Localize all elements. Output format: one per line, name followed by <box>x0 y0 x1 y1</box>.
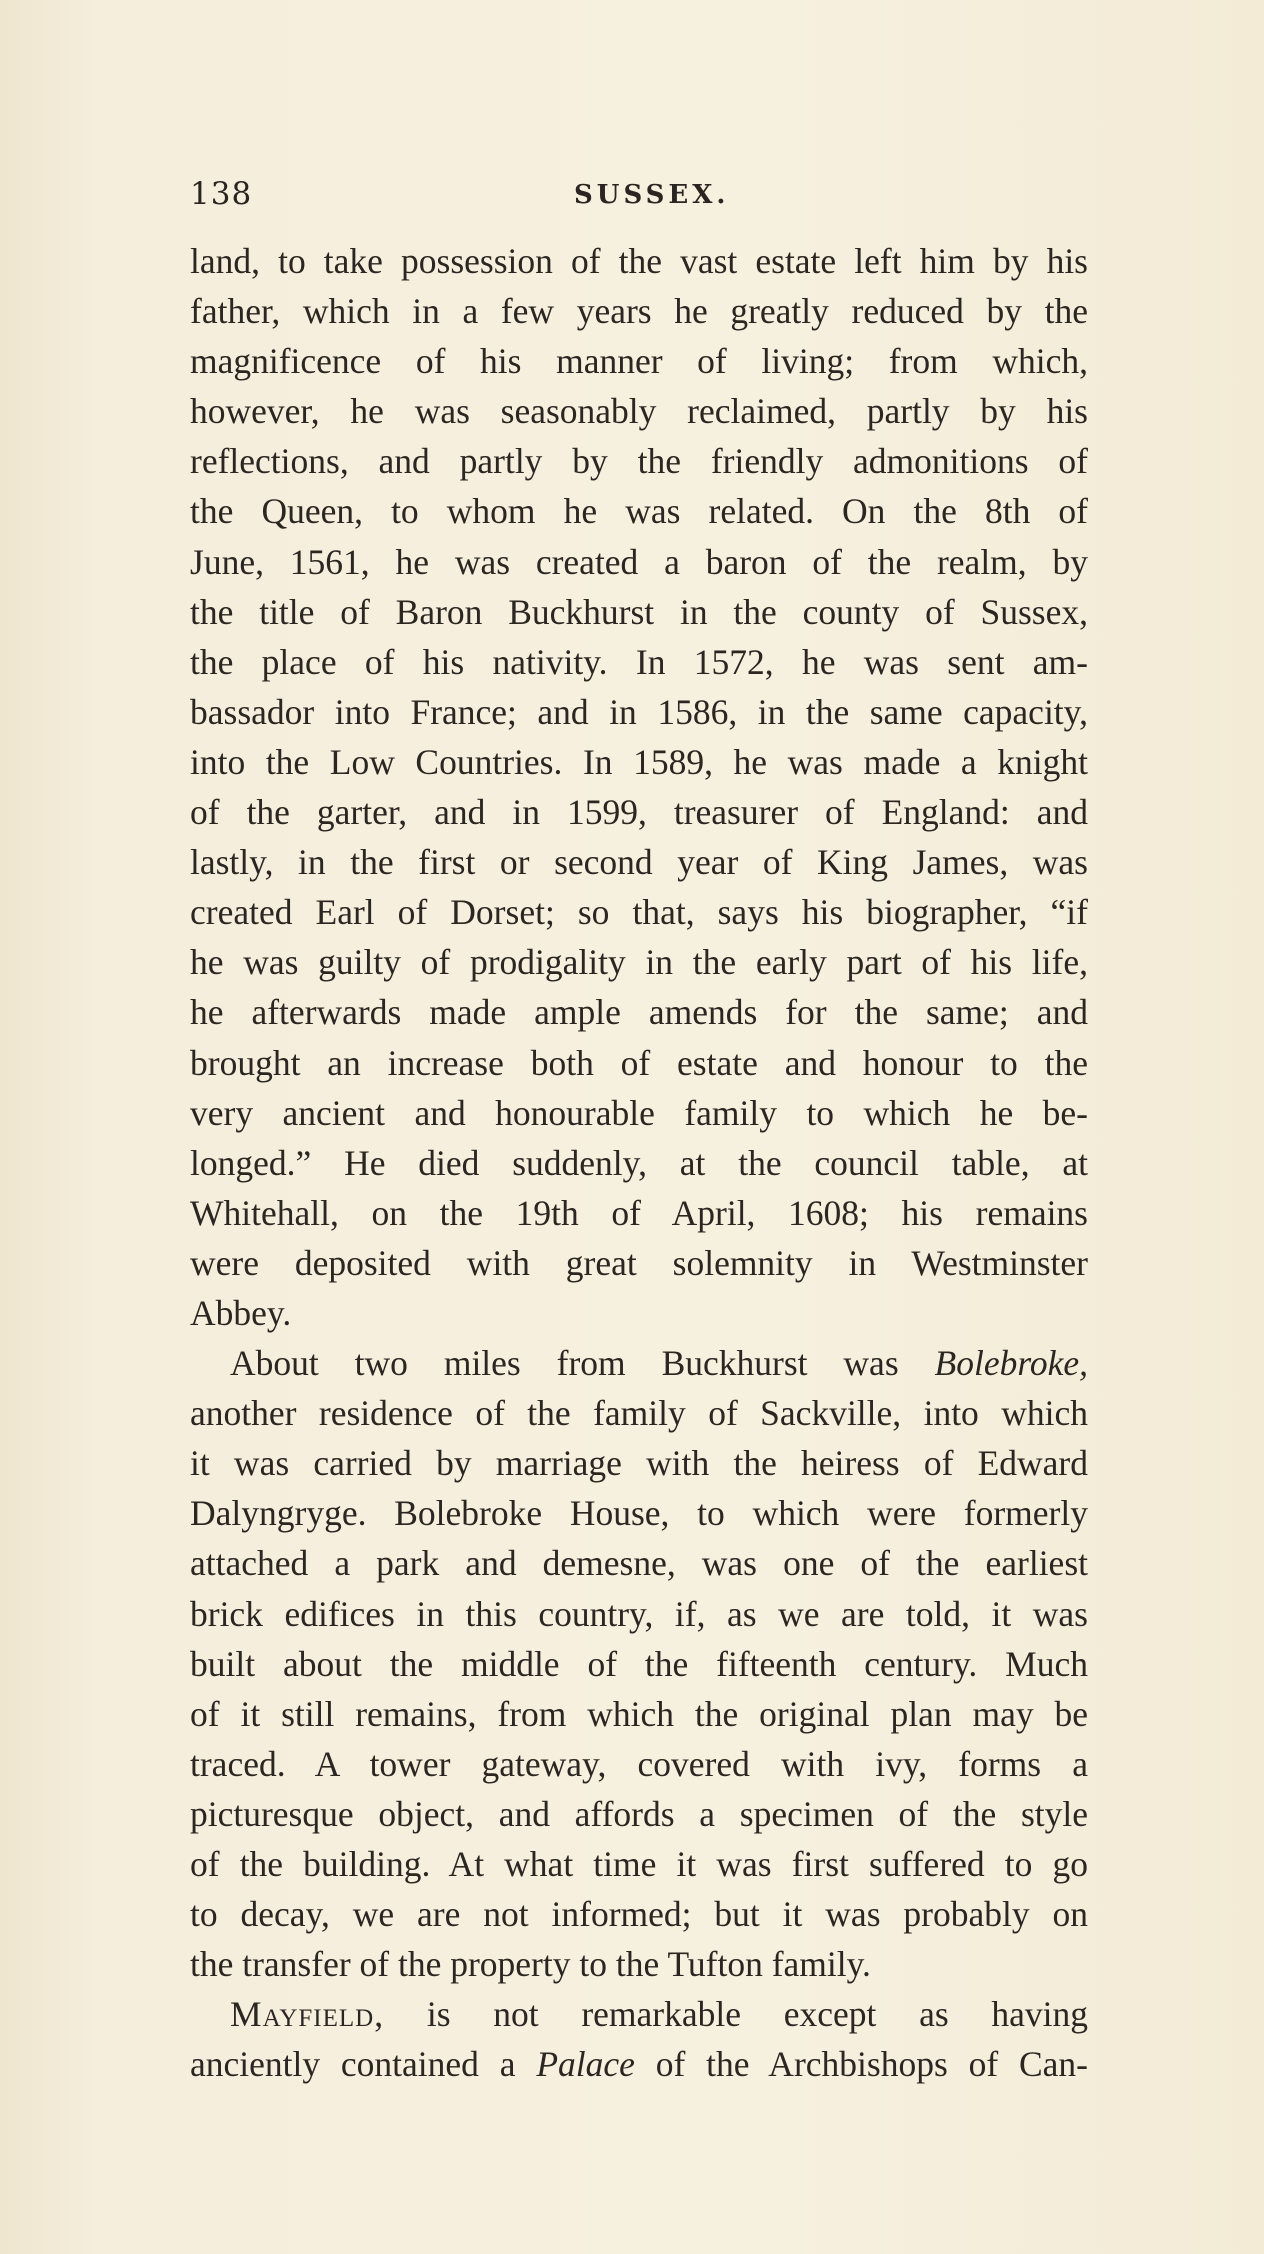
text-line: of it still remains, from which the original plan may be <box>190 1693 1088 1734</box>
text-run: of the Archbishops of Can- <box>634 2044 1088 2085</box>
text-line: Whitehall, on the 19th of April, 1608; his remains <box>190 1192 1088 1233</box>
text-line: very ancient and honourable family to which he be- <box>190 1092 1088 1133</box>
text-line: picturesque object, and affords a specimen of the style <box>190 1793 1088 1834</box>
text-line: another residence of the family of Sackville, into which <box>190 1393 1088 1434</box>
text-line: it was carried by marriage with the heiress of Edward <box>190 1443 1088 1484</box>
text-line: created Earl of Dorset; so that, says his biographer, “if <box>190 892 1088 933</box>
text-run: is not remarkable except as having <box>384 1994 1088 2035</box>
paragraph-first-line <box>190 1338 1088 1388</box>
text-line: Dalyngryge. Bolebroke House, to which were formerly <box>190 1493 1088 1534</box>
small-caps-place-name: Mayfield, <box>230 1994 385 2035</box>
text-line: however, he was seasonably reclaimed, partly by his <box>190 391 1088 432</box>
text-line: were deposited with great solemnity in Westminster <box>190 1242 1088 1283</box>
text-line: Abbey. <box>190 1292 292 1333</box>
text-line: the Queen, to whom he was related. On the 8th of <box>190 491 1088 532</box>
text-line: longed.” He died suddenly, at the council table, at <box>190 1142 1088 1183</box>
text-line: he afterwards made ample amends for the same; and <box>190 992 1088 1033</box>
text-line: traced. A tower gateway, covered with ivy, forms a <box>190 1743 1088 1784</box>
page-number: 138 <box>190 176 253 212</box>
text-line: June, 1561, he was created a baron of the realm, by <box>190 541 1088 582</box>
text-line: the transfer of the property to the Tufton family. <box>190 1944 871 1985</box>
text-line: the title of Baron Buckhurst in the county of Sussex, <box>190 591 1088 632</box>
text-line: father, which in a few years he greatly reduced by the <box>190 291 1088 332</box>
text-line: reflections, and partly by the friendly admonitions of <box>190 441 1088 482</box>
page-header <box>190 176 1090 220</box>
italic-word: Palace <box>536 2044 635 2085</box>
text-line: to decay, we are not informed; but it was probably on <box>190 1894 1088 1935</box>
text-line: the place of his nativity. In 1572, he was sent am- <box>190 641 1088 682</box>
text-line <box>190 2039 1088 2089</box>
text-line: brick edifices in this country, if, as we are told, it was <box>190 1593 1088 1634</box>
text-line: of the building. At what time it was first suffered to go <box>190 1844 1088 1884</box>
text-line: of the garter, and in 1599, treasurer of England: and <box>190 792 1088 833</box>
text-line: brought an increase both of estate and honour to the <box>190 1042 1088 1083</box>
text-line: magnificence of his manner of living; from which, <box>190 341 1088 382</box>
text-line: land, to take possession of the vast estate left him by his <box>190 241 1088 281</box>
text-line: built about the middle of the fifteenth century. Much <box>190 1643 1088 1684</box>
text-run: About two miles from Buckhurst was <box>230 1343 935 1384</box>
italic-place-name: Bolebroke, <box>934 1343 1088 1384</box>
body-text <box>190 236 1088 2089</box>
text-line: he was guilty of prodigality in the early part of his life, <box>190 942 1088 983</box>
text-line: bassador into France; and in 1586, in the same capacity, <box>190 691 1088 732</box>
text-line: lastly, in the first or second year of King James, was <box>190 842 1088 883</box>
running-head: SUSSEX. <box>574 180 730 210</box>
text-run: anciently contained a <box>190 2044 537 2085</box>
text-line: attached a park and demesne, was one of the earliest <box>190 1543 1088 1584</box>
paragraph-first-line <box>190 1989 1088 2039</box>
text-line: into the Low Countries. In 1589, he was made a knight <box>190 741 1088 782</box>
